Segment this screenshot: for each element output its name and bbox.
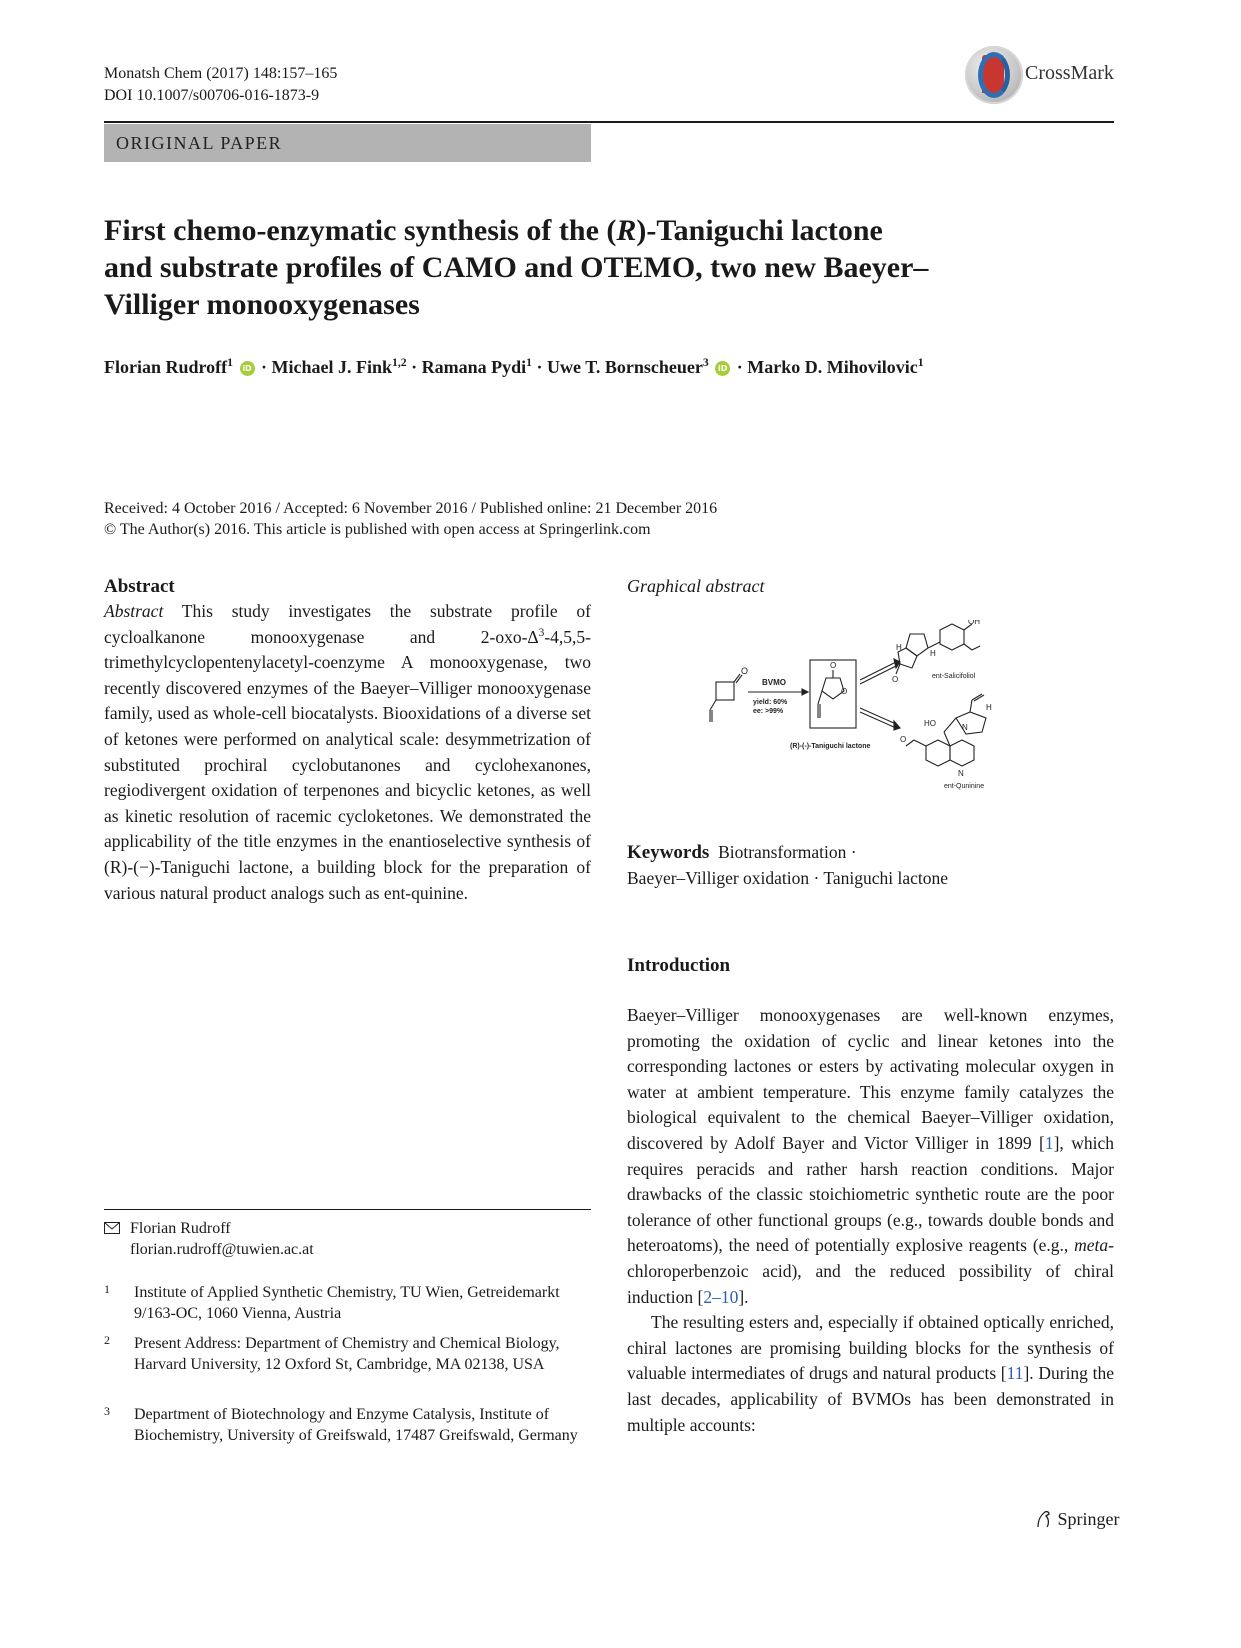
- author-name[interactable]: Marko D. Mihovilovic: [747, 357, 918, 377]
- journal-citation: Monatsh Chem (2017) 148:157–165: [104, 65, 338, 82]
- citation-link[interactable]: 1: [1044, 1132, 1054, 1153]
- article-title: [104, 212, 1104, 323]
- author-list: Florian Rudroff$^1$ iD · Michael J. Fink$^{1,2}$ · Ramana Pydi$^1$ · Uwe T. Bornscheuer$^3$ iD · Marko D. Mihovilovic$^1$: [104, 356, 924, 377]
- svg-text:yield: 60%: yield: 60%: [753, 699, 788, 706]
- svg-text:O: O: [900, 735, 907, 744]
- copyright-line: © The Author(s) 2016. This article is published with open access at Springerlink.com: [104, 521, 651, 538]
- quinine-structure: [900, 694, 992, 778]
- intro-paragraph-2: The resulting esters and, especially if obtained optically enriched, chiral lactones are promising building blocks for the synthesis of valuable intermediates of drugs and natural products [11]. During the last decades, applicability of BVMOs has been demonstrated in multiple accounts:: [627, 1312, 1114, 1435]
- header-rule: [104, 121, 1114, 123]
- abstract-text: Abstract This study investigates the substrate profile of cycloalkanone monooxygenase and $2-oxo-\Delta^3-4,5,5-trimethylcyclopentenylacetyl$-coenzyme A monooxygenase, two recently discovered enzymes of the Baeyer–Villiger monooxygenase family, used as whole-cell biocatalysts. Biooxidations of a diverse set of ketones were performed on analytical scale: desymmetrization of substituted prochiral cyclobutanones and cyclohexanones, regiodivergent oxidation of terpenones and bicyclic ketones, as well as kinetic resolution of racemic cycloketones. We demonstrated the applicability of the title enzymes in the enantioselective synthesis of (R)-(−)-Taniguchi lactone, a building block for the preparation of various natural product analogs such as ent-quinine.: [104, 601, 591, 903]
- svg-text:O: O: [892, 675, 899, 684]
- envelope-icon: [104, 1222, 120, 1234]
- svg-text:H: H: [986, 703, 992, 712]
- svg-text:O: O: [741, 666, 749, 676]
- orcid-icon[interactable]: iD: [715, 361, 730, 376]
- svg-text:H: H: [930, 649, 936, 658]
- introduction-text: [627, 1003, 1114, 1438]
- svg-text:O: O: [841, 687, 848, 696]
- svg-text:O: O: [830, 661, 837, 670]
- keywords-label: Keywords: [627, 842, 710, 863]
- svg-text:OH: OH: [968, 620, 980, 626]
- crossmark-icon: [965, 46, 1023, 104]
- correspondence: [104, 1218, 591, 1260]
- svg-text:H: H: [896, 643, 902, 652]
- author-name[interactable]: Uwe T. Bornscheuer: [547, 357, 703, 377]
- article-dates: [104, 498, 717, 540]
- affiliation-footnote: 2 Present Address: Department of Chemistry and Chemical Biology, Harvard University, 12 Oxford St, Cambridge, MA 02138, USA: [104, 1333, 560, 1373]
- svg-text:N: N: [962, 723, 968, 732]
- footnote-rule: [104, 1209, 591, 1210]
- svg-text:N: N: [958, 769, 964, 778]
- crossmark-badge[interactable]: [965, 46, 1114, 108]
- author-name[interactable]: Ramana Pydi: [421, 357, 527, 377]
- graphical-abstract-label: Graphical abstract: [627, 576, 765, 596]
- crossmark-label: CrossMark: [1025, 62, 1114, 84]
- journal-header: [104, 63, 337, 107]
- svg-text:ent-Salicifoliol: ent-Salicifoliol: [932, 673, 976, 680]
- abstract-lead: Abstract: [104, 601, 164, 621]
- svg-text:(R)-(-)-Taniguchi lactone: (R)-(-)-Taniguchi lactone: [790, 743, 871, 750]
- author-name[interactable]: Michael J. Fink: [271, 357, 393, 377]
- citation-link[interactable]: 11: [1006, 1363, 1024, 1384]
- citation-link[interactable]: 2–10: [703, 1286, 739, 1307]
- received-dates: Received: 4 October 2016 / Accepted: 6 November 2016 / Published online: 21 December 2016: [104, 500, 718, 517]
- keyword-line-1: Biotransformation ·: [718, 842, 857, 862]
- orcid-icon[interactable]: iD: [240, 361, 255, 376]
- graphical-abstract-scheme: [700, 620, 1040, 815]
- keyword-line-2: Baeyer–Villiger oxidation · Taniguchi lactone: [627, 867, 949, 888]
- section-ribbon: ORIGINAL PAPER: [104, 124, 591, 162]
- intro-paragraph-1: Baeyer–Villiger monooxygenases are well-known enzymes, promoting the oxidation of cyclic and linear ketones into the corresponding lactones or esters by activating molecular oxygen in water at ambient temperature. This enzyme family catalyzes the biological equivalent to the chemical Baeyer–Villiger oxidation, discovered by Adolf Bayer and Victor Villiger in 1899 [1], which requires peracids and rather harsh reaction conditions. Major drawbacks of the classic stoichiometric synthetic route are the poor tolerance of other functional groups (e.g., towards double bonds and heteroatoms), the need of potentially explosive reagents (e.g., meta-chloroperbenzoic acid), and the reduced possibility of chiral induction [2–10].: [627, 1005, 1114, 1307]
- doi[interactable]: DOI 10.1007/s00706-016-1873-9: [104, 87, 320, 104]
- affiliation-footnote: 1 Institute of Applied Synthetic Chemistry, TU Wien, Getreidemarkt 9/163-OC, 1060 Vienna, Austria: [104, 1282, 560, 1322]
- svg-text:BVMO: BVMO: [762, 678, 786, 687]
- publisher-name: Springer: [1057, 1509, 1120, 1529]
- author-name[interactable]: Florian Rudroff: [104, 357, 228, 377]
- affiliation-footnote: 3 Department of Biotechnology and Enzyme Catalysis, Institute of Biochemistry, University of Greifswald, 17487 Greifswald, Germany: [104, 1404, 578, 1444]
- abstract-heading: Abstract: [104, 576, 175, 597]
- publisher-logo: [1035, 1509, 1120, 1530]
- svg-text:ent-Quninine: ent-Quninine: [944, 783, 985, 790]
- title-line-1: First chemo-enzymatic synthesis of the (R)-Taniguchi lactone: [104, 214, 883, 247]
- title-line-3: Villiger monooxygenases: [104, 288, 420, 321]
- cyclobutanone-structure: [710, 666, 748, 722]
- keywords: [627, 840, 1114, 891]
- taniguchi-lactone-structure: [818, 661, 847, 718]
- corresponding-email[interactable]: florian.rudroff@tuwien.ac.at: [130, 1241, 314, 1258]
- introduction-heading: Introduction: [627, 955, 731, 976]
- springer-horse-icon: [1035, 1509, 1053, 1529]
- title-line-2: and substrate profiles of CAMO and OTEMO, two new Baeyer–: [104, 251, 929, 284]
- svg-text:HO: HO: [924, 719, 936, 728]
- corresponding-author: Florian Rudroff: [130, 1220, 231, 1237]
- svg-text:ee: >99%: ee: >99%: [753, 708, 784, 715]
